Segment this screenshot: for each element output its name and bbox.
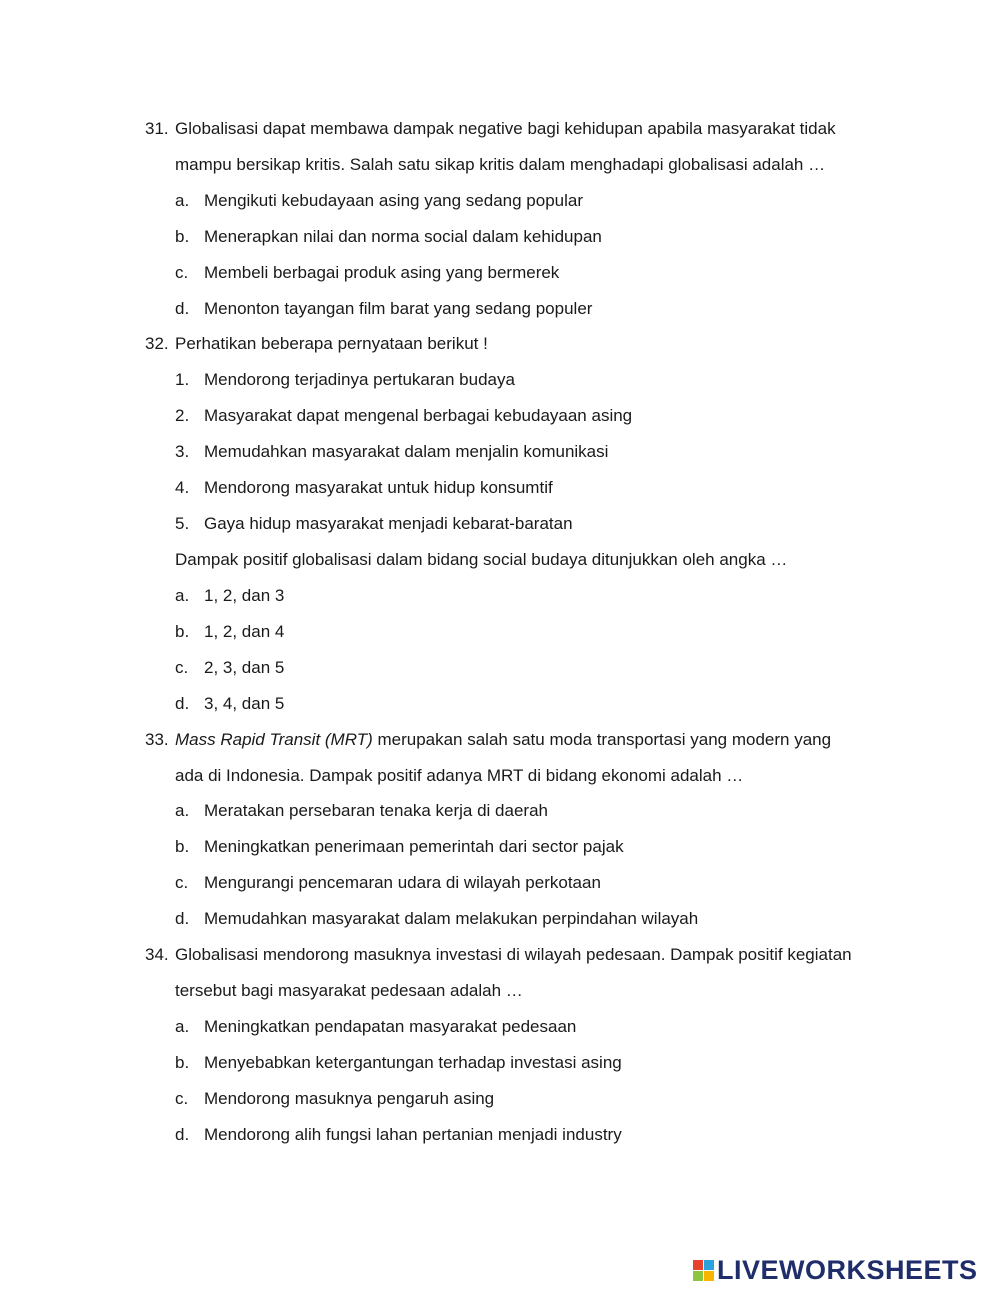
question-stem-line: tersebut bagi masyarakat pedesaan adalah …	[175, 981, 523, 1000]
logo-square-icon	[693, 1260, 703, 1270]
option-label: d.	[175, 909, 190, 928]
question-stem-line: Globalisasi mendorong masuknya investasi di wilayah pedesaan. Dampak positif kegiatan	[175, 945, 852, 964]
option-label: b.	[175, 837, 190, 856]
option-label: b.	[175, 1053, 190, 1072]
option-label: c.	[175, 263, 189, 282]
option-label: a.	[175, 586, 190, 605]
logo-square-icon	[704, 1260, 714, 1270]
option-text: Meratakan persebaran tenaka kerja di daerah	[204, 801, 548, 820]
question-number: 32.	[145, 334, 169, 353]
option-label: d.	[175, 1125, 190, 1144]
option-text: 1, 2, dan 4	[204, 622, 285, 641]
question-stem-line: Perhatikan beberapa pernyataan berikut !	[175, 334, 488, 353]
option-label: b.	[175, 227, 190, 246]
option-label: a.	[175, 191, 190, 210]
logo-text: LIVEWORKSHEETS	[717, 1254, 978, 1285]
statement-text: Mendorong terjadinya pertukaran budaya	[204, 370, 515, 389]
option-text: Memudahkan masyarakat dalam melakukan perpindahan wilayah	[204, 909, 699, 928]
question-stem-italic: Mass Rapid Transit (MRT)	[175, 730, 373, 749]
question-number: 34.	[145, 945, 169, 964]
option-label: c.	[175, 1089, 189, 1108]
question-number: 33.	[145, 730, 169, 749]
option-label: a.	[175, 801, 190, 820]
logo-grid-icon	[693, 1260, 714, 1281]
option-text: Menonton tayangan film barat yang sedang populer	[204, 299, 593, 318]
statement-label: 3.	[175, 442, 190, 461]
question-stem-rest: merupakan salah satu moda transportasi yang modern yang	[372, 730, 832, 749]
option-text: Mengurangi pencemaran udara di wilayah perkotaan	[204, 873, 601, 892]
option-text: Mendorong masuknya pengaruh asing	[204, 1089, 495, 1108]
statement-label: 2.	[175, 406, 190, 425]
question-stem-line: ada di Indonesia. Dampak positif adanya MRT di bidang ekonomi adalah …	[175, 766, 744, 785]
statement-label: 4.	[175, 478, 190, 497]
option-text: Meningkatkan pendapatan masyarakat pedesaan	[204, 1017, 577, 1036]
option-text: Mengikuti kebudayaan asing yang sedang popular	[204, 191, 583, 210]
statement-text: Gaya hidup masyarakat menjadi kebarat-baratan	[204, 514, 573, 533]
option-text: Mendorong alih fungsi lahan pertanian menjadi industry	[204, 1125, 622, 1144]
option-text: Menyebabkan ketergantungan terhadap investasi asing	[204, 1053, 622, 1072]
question-number: 31.	[145, 119, 169, 138]
option-label: c.	[175, 873, 189, 892]
option-text: Meningkatkan penerimaan pemerintah dari sector pajak	[204, 837, 624, 856]
statement-label: 1.	[175, 370, 190, 389]
question-stem-line: mampu bersikap kritis. Salah satu sikap kritis dalam menghadapi globalisasi adalah …	[175, 155, 826, 174]
option-label: d.	[175, 694, 190, 713]
statement-text: Memudahkan masyarakat dalam menjalin komunikasi	[204, 442, 609, 461]
statement-text: Mendorong masyarakat untuk hidup konsumtif	[204, 478, 553, 497]
logo-square-icon	[704, 1271, 714, 1281]
option-text: 1, 2, dan 3	[204, 586, 285, 605]
logo-square-icon	[693, 1271, 703, 1281]
statement-text: Masyarakat dapat mengenal berbagai kebudayaan asing	[204, 406, 633, 425]
question-stem-line	[175, 729, 831, 751]
question-stem-line: Globalisasi dapat membawa dampak negative bagi kehidupan apabila masyarakat tidak	[175, 119, 836, 138]
liveworksheets-logo[interactable]	[693, 1255, 978, 1285]
option-text: 3, 4, dan 5	[204, 694, 285, 713]
option-text: Menerapkan nilai dan norma social dalam kehidupan	[204, 227, 602, 246]
option-label: c.	[175, 658, 189, 677]
option-text: Membeli berbagai produk asing yang bermerek	[204, 263, 560, 282]
option-text: 2, 3, dan 5	[204, 658, 285, 677]
option-label: d.	[175, 299, 190, 318]
statement-label: 5.	[175, 514, 190, 533]
question-prompt: Dampak positif globalisasi dalam bidang social budaya ditunjukkan oleh angka …	[175, 550, 788, 569]
option-label: b.	[175, 622, 190, 641]
option-label: a.	[175, 1017, 190, 1036]
